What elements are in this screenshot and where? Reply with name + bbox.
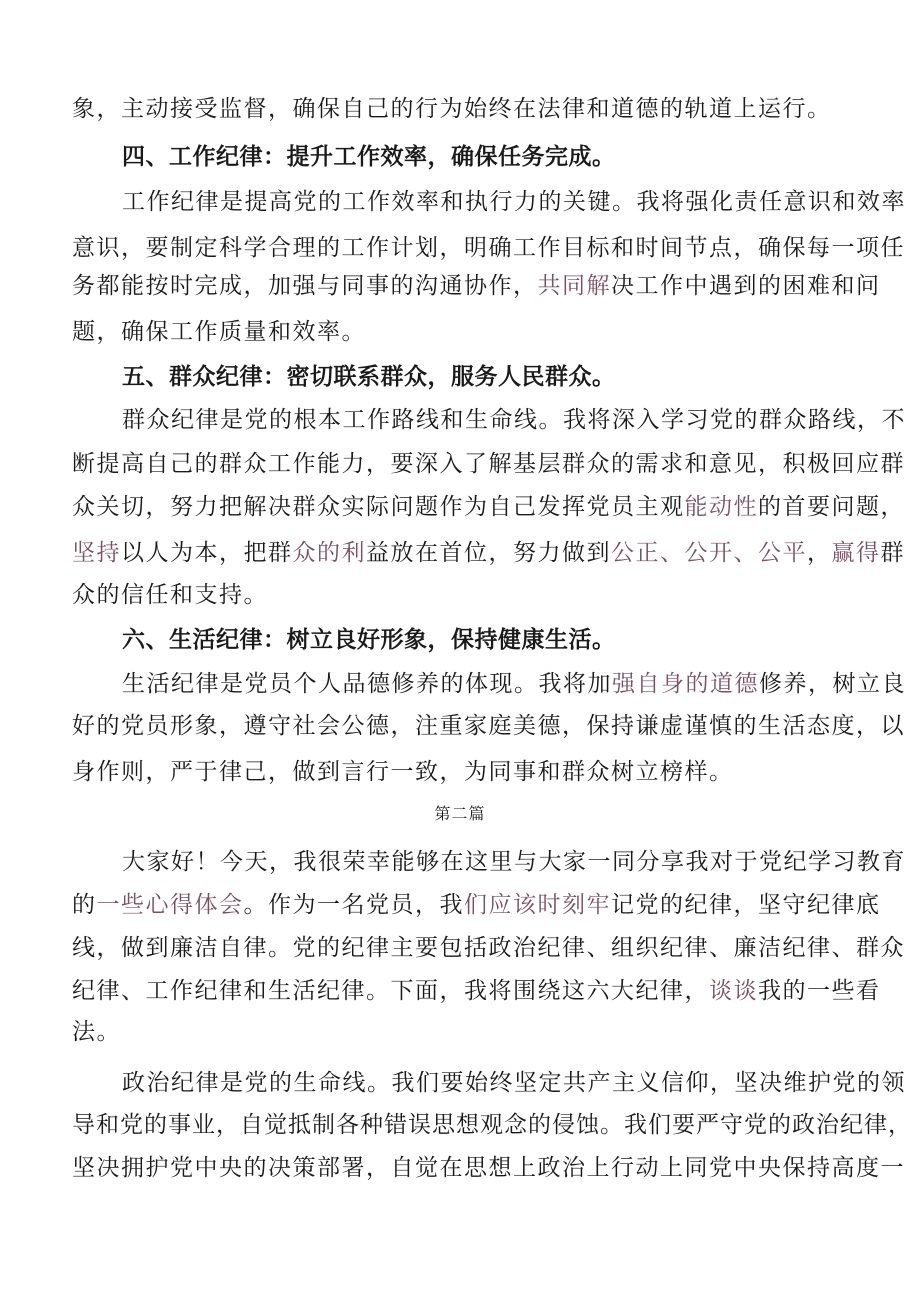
paragraph-line: 众关切，努力把解决群众实际问题作为自己发挥党员主观能动性的首要问题， bbox=[72, 494, 905, 520]
paragraph-line: 象，主动接受监督，确保自己的行为始终在法律和道德的轨道上运行。 bbox=[72, 96, 832, 122]
paragraph-line: 众的信任和支持。 bbox=[72, 582, 268, 608]
paragraph-line: 意识，要制定科学合理的工作计划，明确工作目标和时间节点，确保每一项任 bbox=[72, 235, 905, 261]
highlighted-text: 能动性 bbox=[684, 494, 758, 520]
paragraph-line: 工作纪律是提高党的工作效率和执行力的关键。我将强化责任意识和效率 bbox=[122, 189, 906, 215]
paragraph-line: 群众纪律是党的根本工作路线和生命线。我将深入学习党的群众路线，不 bbox=[122, 407, 906, 433]
paragraph-line: 导和党的事业，自觉抵制各种错误思想观念的侵蚀。我们要严守党的政治纪律， bbox=[72, 1112, 912, 1138]
paragraph-line: 线，做到廉洁自律。党的纪律主要包括政治纪律、组织纪律、廉洁纪律、群众 bbox=[72, 935, 905, 961]
section-heading-masses-discipline: 五、群众纪律：密切联系群众，服务人民群众。 bbox=[122, 364, 616, 390]
paragraph-line: 大家好！今天，我很荣幸能够在这里与大家一同分享我对于党纪学习教育 bbox=[122, 849, 906, 875]
paragraph-line: 政治纪律是党的生命线。我们要始终坚定共产主义信仰，坚决维护党的领 bbox=[122, 1070, 906, 1096]
paragraph-line: 好的党员形象，遵守社会公德，注重家庭美德，保持谦虚谨慎的生活态度，以 bbox=[72, 713, 905, 739]
highlighted-text: 一些心得体会 bbox=[96, 892, 244, 918]
highlighted-text: 共同解 bbox=[537, 273, 611, 299]
highlighted-text: 赢得 bbox=[831, 540, 881, 566]
highlighted-text: 们应该时刻牢 bbox=[464, 892, 611, 918]
paragraph-line: 务都能按时完成，加强与同事的沟通协作，共同解决工作中遇到的困难和问 bbox=[72, 273, 881, 299]
paragraph-line: 断提高自己的群众工作能力，要深入了解基层群众的需求和意见，积极回应群 bbox=[72, 451, 905, 477]
highlighted-text: 坚持 bbox=[72, 540, 121, 566]
section-title: 第二篇 bbox=[434, 804, 486, 823]
paragraph-line: 生活纪律是党员个人品德修养的体现。我将加强自身的道德修养，树立良 bbox=[122, 671, 906, 697]
paragraph-line: 坚决拥护党中央的决策部署，自觉在思想上政治上行动上同党中央保持高度一 bbox=[72, 1155, 905, 1181]
paragraph-line: 的一些心得体会。作为一名党员，我们应该时刻牢记党的纪律，坚守纪律底 bbox=[72, 892, 881, 918]
paragraph-line: 身作则，严于律己，做到言行一致，为同事和群众树立榜样。 bbox=[72, 759, 734, 785]
paragraph-line: 题，确保工作质量和效率。 bbox=[72, 319, 366, 345]
section-heading-life-discipline: 六、生活纪律：树立良好形象，保持健康生活。 bbox=[122, 627, 616, 653]
highlighted-text: 强自身的道德 bbox=[612, 671, 759, 697]
section-heading-work-discipline: 四、工作纪律：提升工作效率，确保任务完成。 bbox=[122, 144, 616, 170]
paragraph-line: 纪律、工作纪律和生活纪律。下面，我将围绕这六大纪律，谈谈我的一些看 bbox=[72, 978, 881, 1004]
paragraph-line: 坚持以人为本，把群众的利益放在首位，努力做到公正、公开、公平，赢得群 bbox=[72, 540, 905, 566]
paragraph-line: 法。 bbox=[72, 1019, 121, 1045]
highlighted-text: 谈谈 bbox=[709, 978, 758, 1004]
highlighted-text: 公正、公开、公平 bbox=[611, 540, 807, 566]
highlighted-text: 众的利 bbox=[292, 540, 366, 566]
